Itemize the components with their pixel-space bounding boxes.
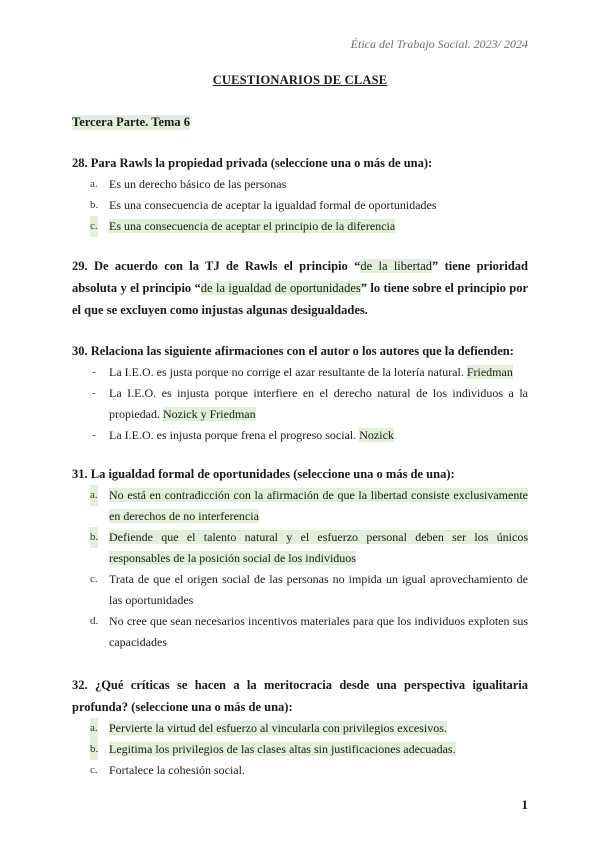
option-31b [72, 527, 528, 569]
statement-text: La I.E.O. es injusta porque frena el progreso social. [109, 428, 357, 442]
answer-blank-2: de la igualdad de oportunidades [200, 281, 361, 295]
answer-blank-1: de la libertad [360, 259, 433, 273]
dash-marker: - [92, 387, 96, 399]
option-28b [72, 195, 528, 216]
question-29 [72, 255, 528, 321]
question-30-text: 30. Relaciona las siguiente afirmaciones con el autor o los autores que la defienden: [72, 344, 514, 358]
author-answer: Friedman [466, 365, 513, 379]
question-28-options [72, 174, 528, 237]
author-answer: Nozick y Friedman [162, 407, 256, 421]
option-28a [72, 174, 528, 195]
option-marker: c. [90, 764, 98, 776]
option-text: Trata de que el origen social de las personas no impida un igual aprovechamiento de las oportunidades [109, 572, 528, 607]
option-text-highlighted: No está en contradicción con la afirmación de que la libertad consiste exclusivamente en derechos de no interferencia [109, 488, 528, 523]
option-32b [72, 739, 528, 760]
option-text: Es un derecho básico de las personas [109, 177, 287, 191]
option-marker: c. [90, 216, 98, 237]
question-29-part-3: ” lo tiene sobre el principio por el que se excluyen como injustas algunas desigualdades. [72, 281, 529, 317]
question-31 [72, 463, 528, 653]
option-marker: a. [90, 718, 98, 739]
question-32-text: 32. ¿Qué críticas se hacen a la meritocracia desde una perspectiva igualitaria profunda? (seleccione una o más de una): [72, 678, 528, 714]
statement-text: La I.E.O. es justa porque no corrige el azar resultante de la lotería natural. [109, 365, 464, 379]
option-marker: b. [90, 739, 98, 760]
question-28-text: 28. Para Rawls la propiedad privada (seleccione una o más de una): [72, 156, 433, 170]
question-29-text [72, 255, 528, 321]
question-29-part-1: 29. De acuerdo con la TJ de Rawls el principio “ [72, 259, 361, 273]
dash-marker: - [92, 366, 96, 378]
question-30 [72, 340, 528, 446]
statement-30-1 [72, 362, 528, 383]
option-28c [72, 216, 528, 237]
option-marker: a. [90, 485, 98, 506]
question-29-part-2: ” tiene prioridad absoluta y el principio “ [72, 259, 528, 295]
author-answer: Nozick [359, 428, 394, 442]
option-31d [72, 611, 528, 653]
statement-text: La I.E.O. es injusta porque interfiere en el derecho natural de los individuos a la propiedad. [109, 386, 528, 421]
option-31a [72, 485, 528, 527]
page-number: 1 [521, 797, 528, 812]
question-32-options [72, 718, 528, 781]
dash-marker: - [92, 429, 96, 441]
option-32a [72, 718, 528, 739]
option-text-highlighted: Es una consecuencia de aceptar el principio de la diferencia [109, 219, 396, 233]
option-text: Fortalece la cohesión social. [109, 763, 245, 777]
question-28 [72, 152, 528, 237]
option-text-highlighted: Legitima los privilegios de las clases altas sin justificaciones adecuadas. [109, 742, 456, 756]
option-marker: a. [90, 178, 98, 190]
option-text: No cree que sean necesarios incentivos materiales para que los individuos exploten sus capacidades [109, 614, 528, 649]
option-32c [72, 760, 528, 781]
question-32 [72, 674, 528, 781]
running-header: Ética del Trabajo Social. 2023/ 2024 [350, 37, 528, 51]
option-text: Es una consecuencia de aceptar la igualdad formal de oportunidades [109, 198, 437, 212]
option-text-highlighted: Pervierte la virtud del esfuerzo al vincularla con privilegios excesivos. [109, 721, 447, 735]
statement-30-3 [72, 425, 528, 446]
question-31-options [72, 485, 528, 653]
option-31c [72, 569, 528, 611]
option-marker: b. [90, 527, 98, 548]
statement-30-2 [72, 383, 528, 425]
option-text-highlighted: Defiende que el talento natural y el esfuerzo personal deben ser los únicos responsables de la posición social de los individuos [109, 530, 528, 565]
section-heading: Tercera Parte. Tema 6 [72, 115, 191, 129]
question-30-items [72, 362, 528, 446]
question-31-text: 31. La igualdad formal de oportunidades (seleccione una o más de una): [72, 467, 455, 481]
option-marker: c. [90, 573, 98, 585]
option-marker: d. [90, 615, 99, 627]
option-marker: b. [90, 199, 99, 211]
page-title: CUESTIONARIOS DE CLASE [212, 73, 388, 87]
